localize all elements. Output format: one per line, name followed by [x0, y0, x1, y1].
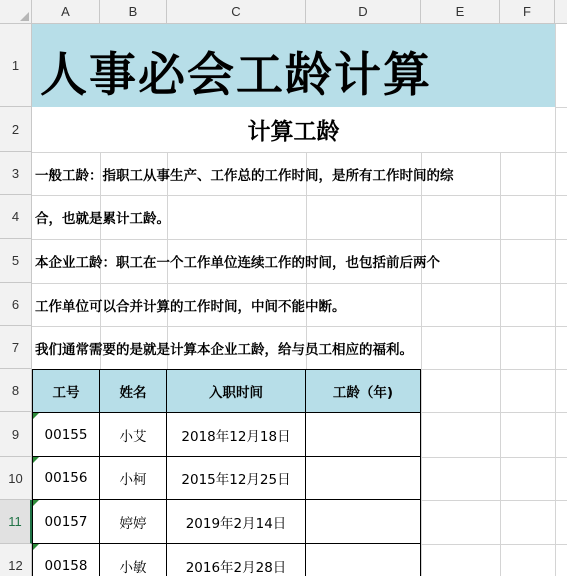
row-header-7[interactable]: 7	[0, 326, 32, 369]
select-all-corner[interactable]	[0, 0, 32, 24]
table-header-hire-date[interactable]: 入职时间	[167, 369, 306, 413]
column-header-overflow	[555, 0, 567, 24]
table-header-seniority[interactable]: 工龄（年)	[306, 369, 421, 413]
select-all-triangle-icon	[20, 12, 29, 21]
table-cell-name[interactable]: 婷婷	[100, 500, 167, 544]
table-cell-id[interactable]	[32, 457, 100, 500]
table-cell-seniority[interactable]	[306, 500, 421, 544]
row-header-12[interactable]: 12	[0, 544, 32, 576]
column-header-b[interactable]: B	[100, 0, 167, 24]
column-header-f[interactable]: F	[500, 0, 555, 24]
table-cell-name[interactable]: 小艾	[100, 413, 167, 457]
table-header-id[interactable]: 工号	[32, 369, 100, 413]
table-cell-id[interactable]	[32, 544, 100, 576]
row-header-1[interactable]: 1	[0, 24, 32, 107]
paragraph-line-1[interactable]: 一般工龄：指职工从事生产、工作总的工作时间，是所有工作时间的综	[35, 168, 454, 184]
error-indicator-icon	[33, 544, 39, 550]
table-cell-hire-date[interactable]: 2015年12月25日	[167, 457, 306, 500]
table-cell-seniority[interactable]	[306, 413, 421, 457]
cell-text: 00157	[44, 513, 88, 530]
gridline	[555, 0, 556, 576]
table-cell-seniority[interactable]	[306, 457, 421, 500]
column-header-a[interactable]: A	[32, 0, 100, 24]
table-cell-id[interactable]	[32, 500, 100, 544]
subtitle-cell[interactable]: 计算工龄	[32, 107, 555, 152]
table-cell-seniority[interactable]	[306, 544, 421, 576]
table-cell-hire-date[interactable]: 2019年2月14日	[167, 500, 306, 544]
column-header-e[interactable]: E	[421, 0, 500, 24]
table-cell-hire-date[interactable]: 2018年12月18日	[167, 413, 306, 457]
title-cell[interactable]	[32, 24, 555, 107]
error-indicator-icon	[33, 500, 39, 506]
row-header-2[interactable]: 2	[0, 107, 32, 152]
row-header-5[interactable]: 5	[0, 239, 32, 283]
column-header-d[interactable]: D	[306, 0, 421, 24]
table-cell-id[interactable]	[32, 413, 100, 457]
paragraph-line-3[interactable]: 本企业工龄：职工在一个工作单位连续工作的时间，也包括前后两个	[35, 255, 440, 271]
page-title: 人事必会工龄计算	[40, 48, 432, 103]
table-cell-hire-date[interactable]: 2016年2月28日	[167, 544, 306, 576]
row-header-10[interactable]: 10	[0, 457, 32, 500]
paragraph-line-4[interactable]: 工作单位可以合并计算的工作时间，中间不能中断。	[35, 299, 346, 315]
row-header-8[interactable]: 8	[0, 369, 32, 412]
row-header-4[interactable]: 4	[0, 195, 32, 239]
error-indicator-icon	[33, 413, 39, 419]
row-header-6[interactable]: 6	[0, 283, 32, 326]
cell-text: 00156	[44, 470, 88, 486]
table-cell-name[interactable]: 小敏	[100, 544, 167, 576]
column-header-c[interactable]: C	[167, 0, 306, 24]
cell-text: 00155	[44, 426, 88, 443]
paragraph-line-2[interactable]: 合，也就是累计工龄。	[35, 211, 170, 227]
cell-text: 00158	[44, 557, 88, 574]
row-header-3[interactable]: 3	[0, 152, 32, 195]
table-cell-name[interactable]: 小柯	[100, 457, 167, 500]
error-indicator-icon	[33, 457, 39, 463]
table-header-name[interactable]: 姓名	[100, 369, 167, 413]
row-header-11[interactable]: 11	[0, 500, 32, 544]
row-header-9[interactable]: 9	[0, 412, 32, 457]
paragraph-line-5[interactable]: 我们通常需要的是就是计算本企业工龄，给与员工相应的福利。	[35, 342, 413, 358]
